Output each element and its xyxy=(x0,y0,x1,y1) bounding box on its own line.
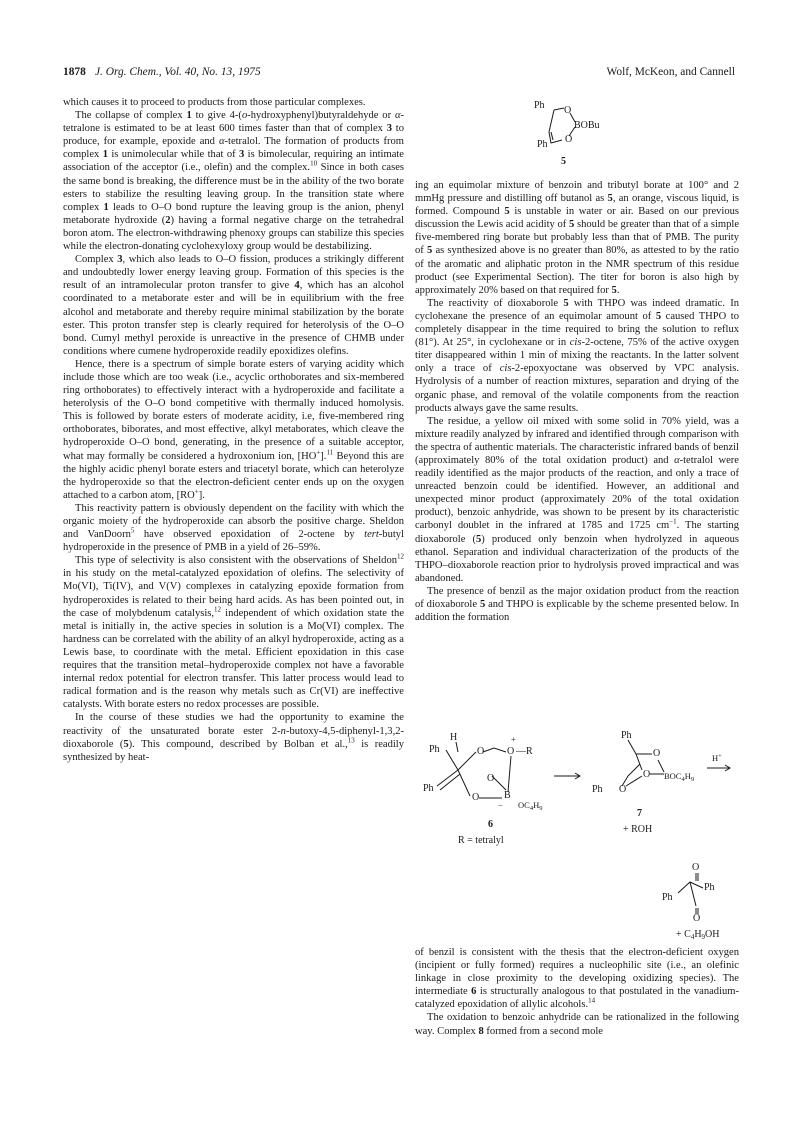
phenyl-label: Ph xyxy=(662,892,673,903)
charge-plus: + xyxy=(511,734,516,744)
paragraph: The residue, a yellow oil mixed with some solid in 70% yield, was a mixture readily analyzed by infrared and identified through comparison with the spectra of authentic materials. The characteristic infrared bands of benzil (approximately 80% of the total oxidation product) and α-tetralol were readily identified as the major products of the reaction, and only a trace of unreacted benzoin could be identified. However, an additional and unexpected minor product (approximately 20% of the total oxidation product), benzoic anhydride, was shown to be present by its characteristic carbonyl doublet in the infrared at 1785 and 1725 $cm^{-1}$. The starting dioxaborole (5) produced only benzoin when hydrolyzed in aqueous ethanol. Separation and individual characterization of the products of the THPO–dioxaborole reaction prior to hydrolysis proved impractical and was abandoned. xyxy=(415,415,739,584)
page-number: 1878 xyxy=(63,66,86,78)
intermediate-6-bonds xyxy=(437,742,511,798)
boron-substituent-label: BOBu xyxy=(574,120,600,131)
compound-number: 7 xyxy=(637,808,642,819)
paragraph: which causes it to proceed to products from those particular complexes. xyxy=(63,97,366,108)
paragraph: The collapse of complex 1 to give 4-(o-hydroxyphenyl)butyraldehyde or α-tetralone is estimated to be at least 600 times faster than that of complex 3 to produce, for example, epoxide and α-tetralol. The formation of products from complex 1 is unimolecular while that of 3 is bimolecular, requiring an intimate association of the acceptor (i.e., olefin) and the complex.$^{10}$ Since in both cases the same bond is breaking, the difference must be in the ability of the two borate esters to stabilize the resulting leaving group. In the transition state where complex 1 leads to O–O bond rupture the leaving group is the anion, phenyl metaborate hydroxide (2) having a formal negative charge on the tetrahedral boron atom. The electron-withdrawing phenoxy groups can stabilize this species while the electron-donating cyclohexyloxy group would be destabilizing. xyxy=(63,110,404,253)
substituent-r-label: —R xyxy=(516,746,533,757)
paragraph: This reactivity pattern is obviously dependent on the facility with which the organic moiety of the hydroperoxide can absorb the positive charge. Sheldon and VanDoorn$^5$ have observed epoxidation of 2-octene by tert-butyl hydroperoxide in the presence of PMB in a yield of 26–59%. xyxy=(63,502,404,554)
paragraph: The oxidation to benzoic anhydride can be rationalized in the following way. Complex 8 formed from a second mole xyxy=(415,1012,739,1037)
compound-number: 6 xyxy=(488,819,493,830)
right-column-bottom xyxy=(415,946,739,1038)
phenyl-label: Ph xyxy=(537,139,548,150)
journal-citation: J. Org. Chem., Vol. 40, No. 13, 1975 xyxy=(95,66,261,78)
paragraph: This type of selectivity is also consistent with the observations of Sheldon$^{12}$ in his study on the metal-catalyzed epoxidation of olefins. The selectivity of Mo(VI), Ti(IV), and V(V) complexes in catalyzing epoxide formation from hydroperoxides is related to their being hard acids. As has been pointed out, in the case of molybdenum catalysis,$^{12}$ independent of which oxidation state the metal is initially in, the active species in solution is a Mo(VI) complex. The hardness can be correlated with the ability of an alkyl hydroperoxide, acting as a Lewis base, to coordinate with the metal. Efficient epoxidation in this case requires that the transition metal–hydroperoxide complex not have a favorable internal redox potential for electron transfer. This latter process would lead to radical formation and is the reason why metals such as Cr(VI) are ineffective catalysts. With borate esters no redox processes are possible. xyxy=(63,552,404,711)
charge-minus: − xyxy=(498,800,503,810)
right-column-top xyxy=(415,179,739,624)
phenyl-label: Ph xyxy=(429,744,440,755)
oxygen-label: O xyxy=(693,913,701,924)
r-definition: R = tetralyl xyxy=(458,835,504,846)
reaction-scheme xyxy=(420,730,742,940)
butoxy-label: $OC_4H_9$ xyxy=(518,800,543,812)
paragraph: Hence, there is a spectrum of simple borate esters of varying acidity which include those which are too weak (i.e., acyclic orthoborates and six-membered ring orthoborates) to effectively interact with a hydroperoxide and facilitate a heterolysis of the O–O bond competitive with thermally induced homolysis. This is followed by borate esters of moderate acidity, i.e, five-membered ring orthoborates, biborates, and most effective, alkyl metaborates, which cleave the hydroperoxide O–O bond, generating, in the presence of a suitable acceptor, what may formally be considered a hydroxonium ion, [HO+].$^{11}$ Beyond this are the highly acidic phenyl borate esters and triacetyl borate, which can heterolyze the hydroperoxide so that the electron-deficient center ends up on the oxygen attached to a carbon atom, [RO+]. xyxy=(63,358,404,501)
oxygen-label: O xyxy=(619,784,627,795)
oxygen-label: O xyxy=(653,748,661,759)
phenyl-label: Ph xyxy=(423,783,434,794)
running-header xyxy=(63,66,735,82)
hydrogen-label: H xyxy=(450,732,458,743)
oxygen-label: O xyxy=(643,769,651,780)
phenyl-label: Ph xyxy=(704,882,715,893)
paragraph: of benzil is consistent with the thesis that the electron-deficient oxygen (incipient or fully formed) requires a nucleophilic site (i.e., an olefinic linkage in close proximity to the developing oxidizing species). The intermediate 6 is structurally analogous to that postulated in the vanadium-catalyzed epoxidation of allylic alcohols.$^{14}$ xyxy=(415,947,739,1011)
acid-catalyst-label: H+ xyxy=(712,753,722,763)
paragraph: The reactivity of dioxaborole 5 with THPO was indeed dramatic. In cyclohexane the presence of an equimolar amount of 5 caused THPO to completely disappear in the time required to bring the solution to reflux (81°). At 25°, in cyclohexane or in cis-2-octene, 75% of the active oxygen titer disappeared within 1 min of mixing the reactants. In the latter solvent only a trace of cis-2-epoxyoctane was observed by VPC analysis. Hydrolysis of a number of reaction mixtures, separation and drying of the organic phase, and removal of the volatile components from the reaction products always gave the same results. xyxy=(415,297,739,414)
double-bond xyxy=(551,132,553,140)
phenyl-label: Ph xyxy=(621,730,632,741)
paragraph: In the course of these studies we had the opportunity to examine the reactivity of the unsaturated borate ester 2-n-butoxy-4,5-diphenyl-1,3,2-dioxaborole (5). This compound, described by Bolban et al.,$^{13}$ is readily synthesized by heat- xyxy=(63,712,404,763)
paragraph: The presence of benzil as the major oxidation product from the reaction of dioxaborole 5 and THPO is explicable by the scheme presented below. In addition the formation xyxy=(415,585,740,624)
oxygen-label: O xyxy=(472,792,480,803)
oxygen-label: O xyxy=(565,134,573,145)
butanol-label: + $C_4H_9OH$ xyxy=(676,929,720,940)
reaction-arrow xyxy=(554,773,580,779)
compound-number: 5 xyxy=(561,156,566,167)
butoxyboron-label: $BOC_4H_9$ xyxy=(664,771,695,783)
oxygen-label: O xyxy=(477,746,485,757)
paragraph: ing an equimolar mixture of benzoin and tributyl borate at 100° and 2 mmHg pressure and distilling off butanol as 5, an orange, viscous liquid, is formed. Compound 5 is unstable in water or air. Based on our previous discussion the Lewis acid acidity of 5 should be greater than that of a simple five-membered ring borate but probably less than that of PMB. The purity of 5 as synthesized above is no greater than 80%, as attested to by the ratio of the aromatic and aliphatic proton in the NMR spectrum of this residue product (see Experimental Section). The titer for boron is also high by approximately 20% based on that required for 5. xyxy=(415,180,740,296)
structure-5-diagram xyxy=(520,96,640,176)
authors: Wolf, McKeon, and Cannell xyxy=(606,66,735,78)
benzil-bonds xyxy=(678,873,703,914)
coproduct-label: + ROH xyxy=(623,824,653,835)
paragraph: Complex 3, which also leads to O–O fission, produces a strikingly different and undoubtedly lower energy leaving group. Formation of this species is the result of an intramolecular proton transfer to give 4, which has an alcohol coordinated to a metaborate ester and will be in equilibrium with the free alcohol and metaborate and thereby require minimal stabilization by the borate ester. This proton transfer step is clearly required for heterolysis of the O–O bond. Cumyl methyl peroxide is unreactive in the presence of CHMB under conditions where cumene hydroperoxide readily epoxidizes olefins. xyxy=(63,254,404,357)
boron-label: B xyxy=(504,790,511,801)
phenyl-label: Ph xyxy=(592,784,603,795)
oxygen-label: O xyxy=(564,105,572,116)
oxygen-label: O xyxy=(692,862,700,873)
oxygen-label: O xyxy=(507,746,515,757)
phenyl-label: Ph xyxy=(534,100,545,111)
oxygen-label: O xyxy=(487,773,495,784)
left-column xyxy=(63,96,404,764)
hydrolysis-arrow xyxy=(707,765,730,771)
